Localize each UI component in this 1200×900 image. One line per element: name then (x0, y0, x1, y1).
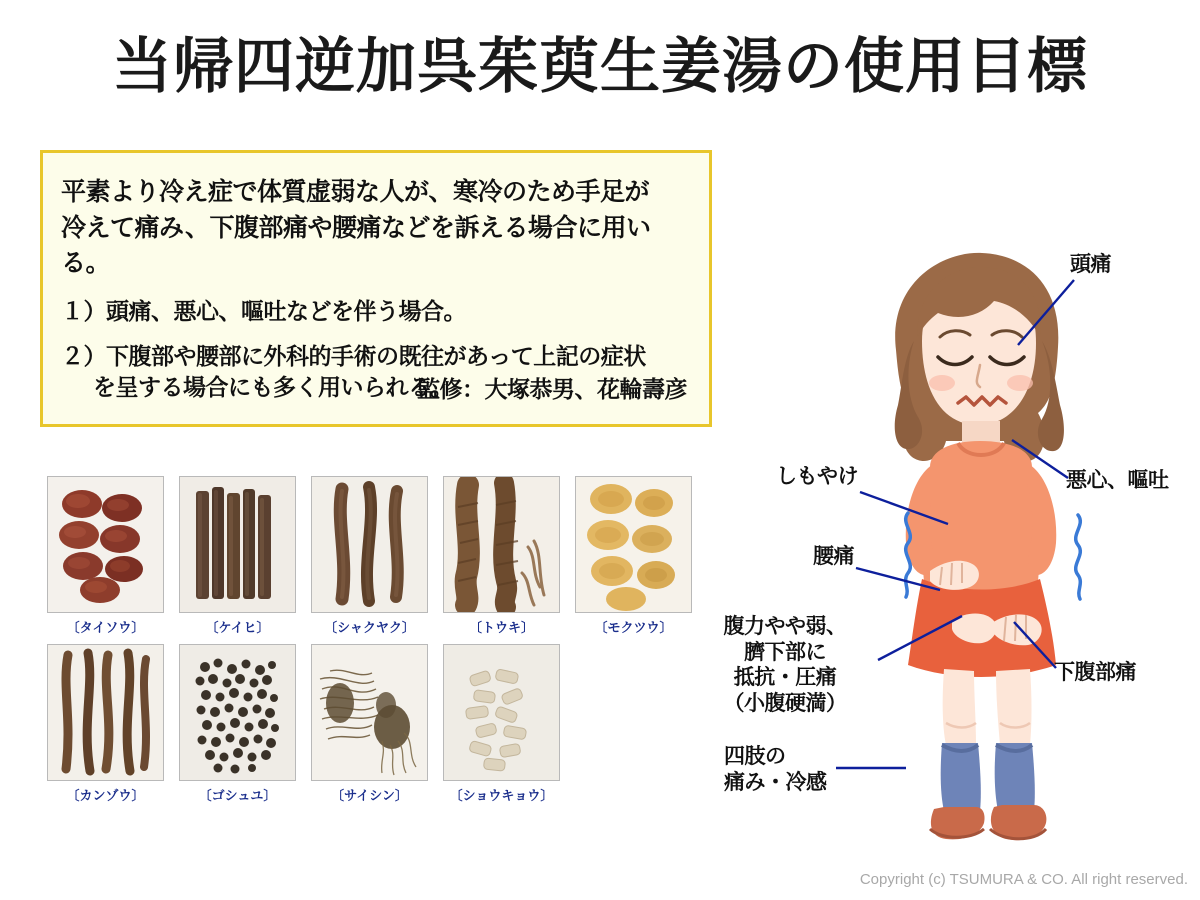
herb-label-saishin: 〔サイシン〕 (331, 788, 408, 803)
callout-abdominal-line2: 臍下部に (744, 640, 826, 664)
herb-photo-saishin (311, 644, 428, 781)
herb-label-shoukyou: 〔ショウキョウ〕 (449, 788, 554, 803)
herb-photo-shoukyou (443, 644, 560, 781)
herb-cell-mokutsuu (575, 476, 692, 636)
herb-cell-keihi (179, 476, 296, 636)
herb-photo-kanzou (47, 644, 164, 781)
herb-row (47, 476, 697, 636)
herb-cell-shoukyou (443, 644, 560, 804)
description-item-2-line1: ２）下腹部や腰部に外科的手術の既往があって上記の症状 (61, 342, 646, 369)
description-box (40, 150, 712, 427)
herb-label-keihi: 〔ケイヒ〕 (205, 620, 270, 635)
herb-cell-kanzou (47, 644, 164, 804)
callout-headache: 頭痛 (1070, 253, 1111, 276)
herb-cell-touki (443, 476, 560, 636)
herb-photo-goshuyu (179, 644, 296, 781)
herb-cell-taisou (47, 476, 164, 636)
copyright-footer: Copyright (c) TSUMURA & CO. All right reserved. (859, 871, 1188, 888)
description-item-2-line2: を呈する場合にも多く用いられる。 (93, 373, 453, 400)
herb-label-touki: 〔トウキ〕 (468, 620, 534, 635)
herb-label-goshuyu: 〔ゴシュユ〕 (198, 788, 277, 803)
patient-illustration (810, 245, 1140, 860)
callout-limb-line1: 四肢の (724, 745, 786, 768)
callout-abdominal-line4: （小腹硬満） (723, 691, 847, 715)
description-lead-line2: 冷えて痛み、下腹部痛や腰痛などを訴える場合に用いる。 (61, 213, 651, 277)
herb-photo-mokutsuu (575, 476, 692, 613)
description-lead (61, 175, 689, 282)
callout-limb-line2: 痛み・冷感 (724, 770, 827, 794)
herb-label-shakuyaku: 〔シャクヤク〕 (324, 620, 415, 635)
herb-cell-goshuyu (179, 644, 296, 804)
callout-abdominal-findings (690, 614, 880, 716)
herb-label-taisou: 〔タイソウ〕 (66, 620, 145, 635)
description-inner (43, 153, 709, 403)
herb-label-kanzou: 〔カンゾウ〕 (66, 788, 145, 803)
description-item-1: １）頭痛、悪心、嘔吐などを伴う場合。 (61, 297, 466, 324)
herb-photo-taisou (47, 476, 164, 613)
page-title: 当帰四逆加呉茱萸生姜湯の使用目標 (112, 33, 1088, 100)
herb-row (47, 644, 697, 804)
herb-label-mokutsuu: 〔モクツウ〕 (594, 620, 673, 635)
description-credit: 監修：大塚恭男、花輪壽彦 (417, 376, 687, 402)
description-lead-line1: 平素より冷え症で体質虚弱な人が、寒冷のため手足が (61, 178, 650, 206)
callout-abdominal-line1: 腹力やや弱、 (723, 615, 847, 638)
herb-photo-keihi (179, 476, 296, 613)
callout-chilblain: しもやけ (776, 465, 858, 488)
herb-grid (47, 476, 697, 804)
callout-limb-pain-coldness (724, 744, 827, 795)
herb-cell-shakuyaku (311, 476, 428, 636)
herb-photo-touki (443, 476, 560, 613)
callout-lower-back-pain: 腰痛 (813, 545, 854, 568)
herb-cell-saishin (311, 644, 428, 804)
callout-abdominal-line3: 抵抗・圧痛 (733, 666, 837, 690)
callout-nausea-vomiting: 悪心、嘔吐 (1066, 469, 1169, 492)
callout-lower-abdominal-pain: 下腹部痛 (1054, 661, 1136, 684)
herb-photo-shakuyaku (311, 476, 428, 613)
